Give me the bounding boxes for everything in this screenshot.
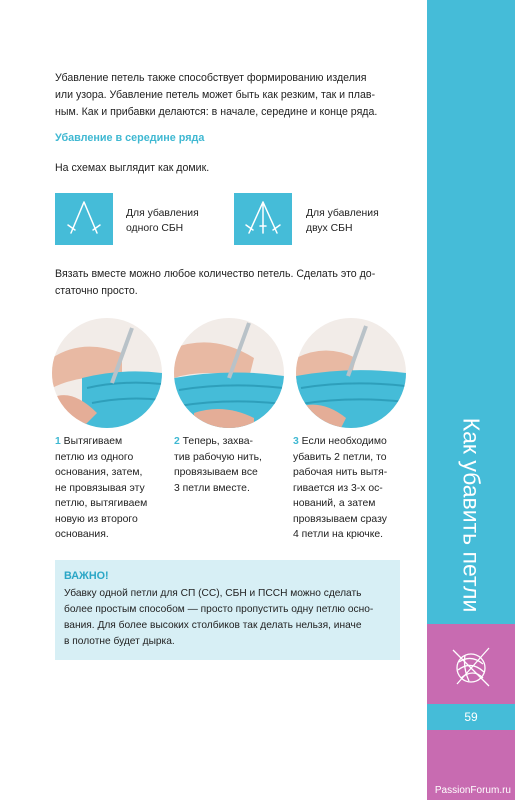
- intro-paragraph: [55, 70, 400, 121]
- step-1-text: 1 Вытягиваем петлю из одного основания, затем, не провязывая эту петлю, вытягиваем новую из второго основания.: [55, 436, 148, 540]
- schemes-text: На схемах выглядит как домик.: [55, 162, 210, 174]
- intro-line-2: или узора. Убавление петель может быть как резким, так и плав-: [55, 89, 375, 101]
- step-3-photo: [296, 318, 406, 428]
- note-title: ВАЖНО!: [64, 570, 109, 582]
- sidebar-chapter-title: Как убавить петли: [458, 417, 485, 613]
- sidebar-pink-band: [427, 624, 515, 704]
- step-3-number: 3: [293, 436, 299, 447]
- section-heading: Убавление в середине ряда: [55, 132, 205, 144]
- step-3-text: 3 Если необходимо убавить 2 петли, то рабочая нить вытя- гивается из 3-х ос- нований, а затем провязываем сразу 4 петли на крючке.: [293, 436, 388, 540]
- together-paragraph: Вязать вместе можно любое количество петель. Сделать это до- статочно просто.: [55, 268, 376, 297]
- yarn-ball-icon: [427, 624, 515, 704]
- step-1-number: 1: [55, 436, 61, 447]
- step-1-photo: [52, 318, 162, 428]
- watermark: PassionForum.ru: [434, 785, 511, 796]
- step-2-photo: [174, 318, 284, 428]
- note-body: Убавку одной петли для СП (СС), СБН и ПССН можно сделать более простым способом — просто пропустить одну петлю осно- вания. Для более высоких столбиков так делать нельзя, иначе в полотне будет дырка.: [64, 588, 374, 647]
- intro-line-1: Убавление петель также способствует формированию изделия: [55, 72, 367, 84]
- step-2-number: 2: [174, 436, 180, 447]
- double-decrease-symbol-icon: [234, 193, 292, 245]
- single-decrease-label: Для убавления одного СБН: [126, 208, 199, 234]
- page-number-band: [427, 704, 515, 730]
- single-decrease-symbol-icon: [55, 193, 113, 245]
- step-2-text: 2 Теперь, захва- тив рабочую нить, провязываем все 3 петли вместе.: [174, 436, 262, 494]
- page-number: 59: [464, 710, 478, 724]
- intro-line-3: ным. Как и прибавки делаются: в начале, середине и конце ряда.: [55, 106, 378, 118]
- important-note: [55, 560, 400, 660]
- double-decrease-label: Для убавления двух СБН: [306, 208, 379, 234]
